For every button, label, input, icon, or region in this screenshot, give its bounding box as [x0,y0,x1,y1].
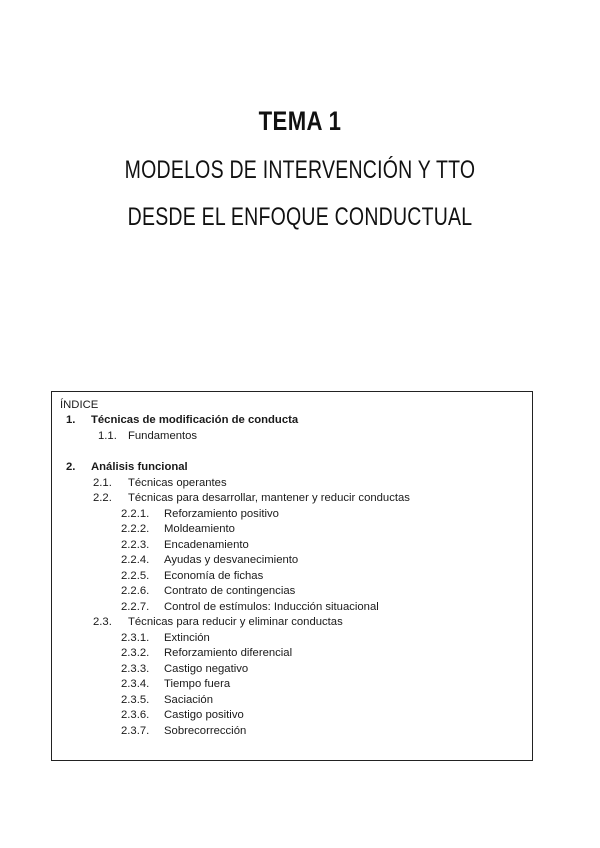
toc-entry-number: 1. [66,414,76,426]
toc-entry-text: Análisis funcional [91,461,188,473]
toc-entry-text: Tiempo fuera [164,678,231,690]
document-subtitle-line-2: DESDE EL ENFOQUE CONDUCTUAL [127,203,473,231]
toc-entry-number: 2.3.4. [121,678,150,690]
toc-entry-number: 2.3.3. [121,663,150,675]
toc-entry-text: Moldeamiento [164,523,235,535]
toc-entry-number: 2.2.4. [121,554,150,566]
toc-entry-text: Castigo negativo [164,663,249,675]
toc-entry-text: Fundamentos [128,430,198,442]
toc-entry-number: 2.3. [93,616,112,628]
toc-entry-text: Reforzamiento diferencial [164,647,293,659]
toc-entry-number: 2.3.6. [121,709,150,721]
toc-entry-number: 2.1. [93,477,112,489]
toc-entry-number: 2.2.6. [121,585,150,597]
toc-entry-text: Control de estímulos: Inducción situacional [164,601,379,613]
toc-entry-number: 2.2.5. [121,570,150,582]
toc-entry-text: Técnicas de modificación de conducta [91,414,299,426]
toc-entry-text: Técnicas para desarrollar, mantener y reducir conductas [128,492,410,504]
toc-entry-text: Extinción [164,632,210,644]
toc-entry-text: Contrato de contingencias [164,585,296,597]
toc-entry-text: Saciación [164,694,213,706]
toc-entry-number: 1.1. [98,430,117,442]
document-subtitle-line-1: MODELOS DE INTERVENCIÓN Y TTO [124,156,476,184]
toc-entry-text: Sobrecorrección [164,725,247,737]
toc-entry-number: 2.3.7. [121,725,150,737]
index-heading: ÍNDICE [60,399,99,411]
toc-entry-text: Castigo positivo [164,709,244,721]
toc-entry-number: 2.3.5. [121,694,150,706]
toc-entry-text: Encadenamiento [164,539,249,551]
toc-entry-number: 2. [66,461,76,473]
document-title: TEMA 1 [258,106,342,136]
toc-entry-number: 2.3.2. [121,647,150,659]
toc-entry-text: Economía de fichas [164,570,264,582]
toc-entry-number: 2.2.1. [121,508,150,520]
toc-entry-text: Reforzamiento positivo [164,508,279,520]
toc-entry-number: 2.3.1. [121,632,150,644]
toc-entry-number: 2.2. [93,492,112,504]
toc-entry-number: 2.2.7. [121,601,150,613]
toc-entry-text: Técnicas operantes [128,477,227,489]
toc-entry-text: Técnicas para reducir y eliminar conductas [128,616,343,628]
toc-entry-number: 2.2.3. [121,539,150,551]
toc-entry-number: 2.2.2. [121,523,150,535]
toc-entry-text: Ayudas y desvanecimiento [164,554,299,566]
